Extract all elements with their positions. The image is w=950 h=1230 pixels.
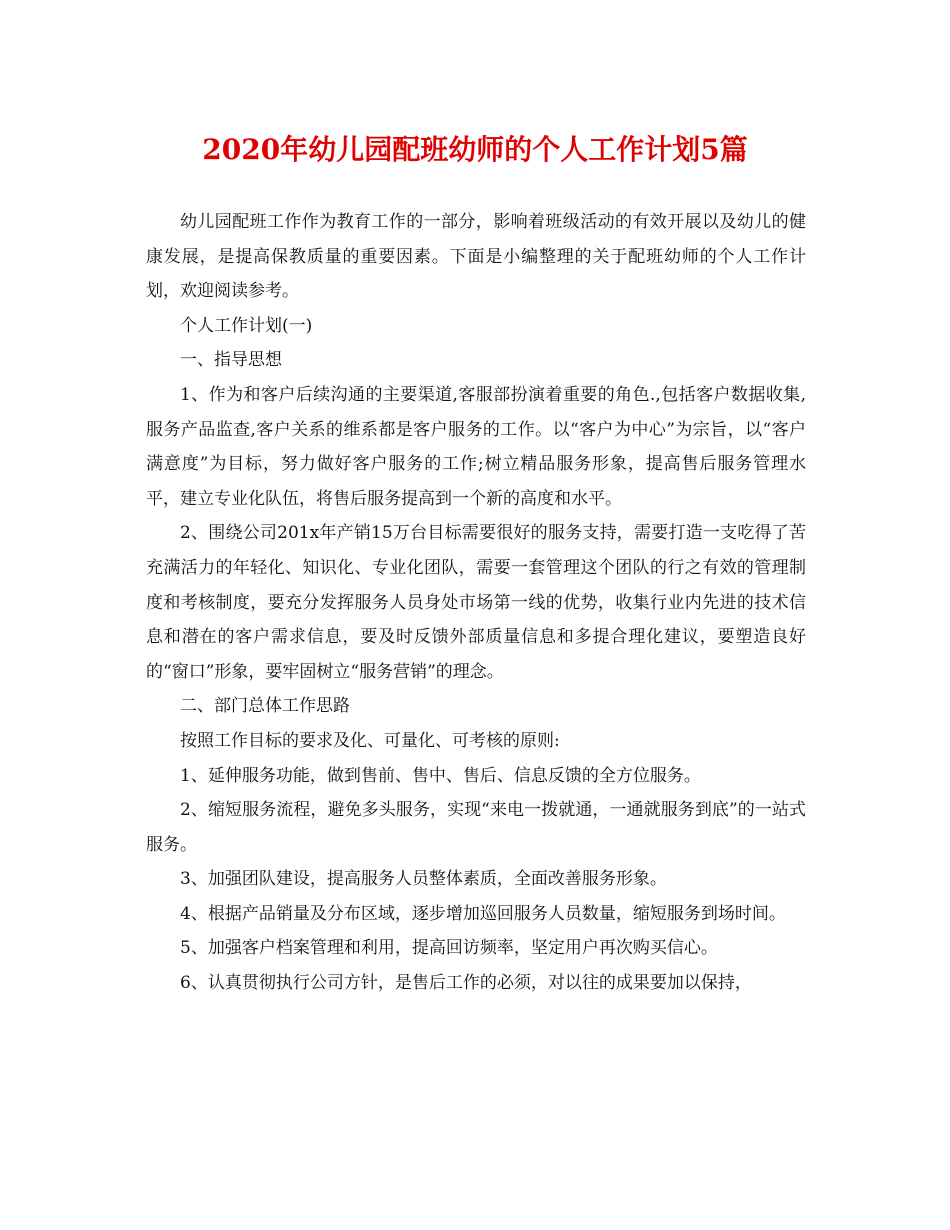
document-title: 2020年幼儿园配班幼师的个人工作计划5篇 (202, 133, 748, 166)
section-heading: 个人工作计划(一) (180, 315, 313, 336)
section-heading: 二、部门总体工作思路 (180, 696, 350, 717)
list-item: 2、缩短服务流程，避免多头服务，实现“来电一拨就通，一通就服务到底”的一站式服务。 (146, 800, 806, 855)
list-item: 5、加强客户档案管理和利用，提高回访频率，坚定用户再次购买信心。 (180, 938, 718, 959)
paragraph: 2、围绕公司201x年产销15万台目标需要很好的服务支持，需要打造一支吃得了苦充满活力的年轻化、知识化、专业化团队，需要一套管理这个团队的行之有效的管理制度和考核制度，要充分发挥服务人员身处市场第一线的优势，收集行业内先进的技术信息和潜在的客户需求信息，要及时反馈外部质量信息和多提合理化建议，要塑造良好的“窗口”形象，要牢固树立“服务营销”的理念。 (146, 523, 806, 682)
paragraph: 按照工作目标的要求及化、可量化、可考核的原则: (180, 730, 560, 751)
list-item: 4、根据产品销量及分布区域，逐步增加巡回服务人员数量，缩短服务到场时间。 (180, 903, 786, 924)
list-item: 1、延伸服务功能，做到售前、售中、售后、信息反馈的全方位服务。 (180, 765, 701, 786)
document-body (146, 205, 806, 1001)
section-heading: 一、指导思想 (180, 350, 282, 371)
list-item: 6、认真贯彻执行公司方针，是售后工作的必须，对以往的成果要加以保持， (180, 973, 752, 994)
paragraph: 1、作为和客户后续沟通的主要渠道,客服部扮演着重要的角色.,包括客户数据收集,服务产品监查,客户关系的维系都是客户服务的工作。以“客户为中心”为宗旨，以“客户满意度”为目标，努力做好客户服务的工作;树立精品服务形象，提高售后服务管理水平，建立专业化队伍，将售后服务提高到一个新的高度和水平。 (146, 384, 806, 509)
list-item: 3、加强团队建设，提高服务人员整体素质，全面改善服务形象。 (180, 869, 667, 890)
paragraph: 幼儿园配班工作作为教育工作的一部分，影响着班级活动的有效开展以及幼儿的健康发展，是提高保教质量的重要因素。下面是小编整理的关于配班幼师的个人工作计划，欢迎阅读参考。 (146, 212, 806, 302)
